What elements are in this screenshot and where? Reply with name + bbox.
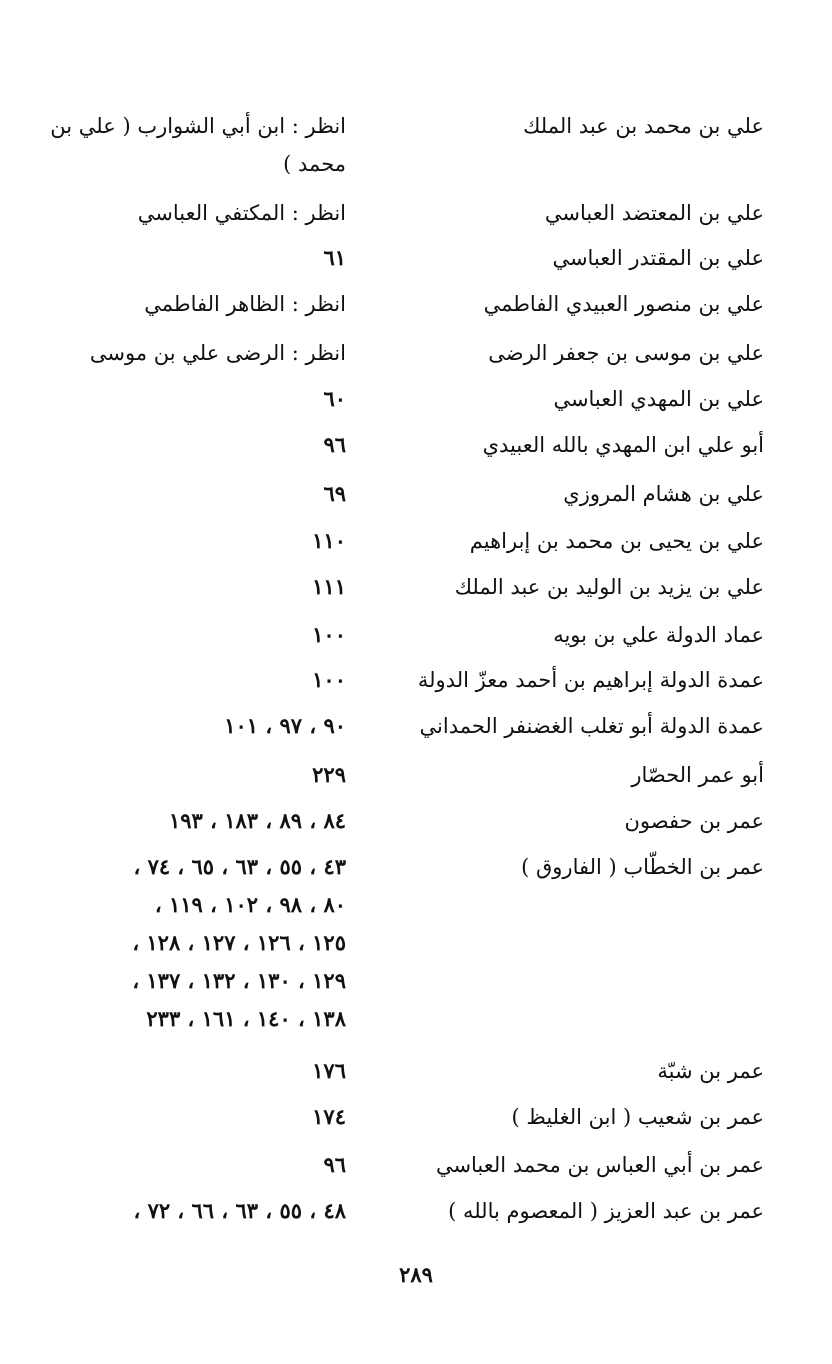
entry-references: [56, 475, 346, 513]
reference-line: ١٧٤: [312, 1104, 346, 1129]
entry-name: عمدة الدولة أبو تغلب الغضنفر الحمداني: [419, 714, 764, 738]
entry-name: عماد الدولة علي بن بويه: [553, 623, 764, 647]
reference-line: ٨٤ ، ٨٩ ، ١٨٣ ، ١٩٣: [168, 808, 346, 833]
entry-name: عمدة الدولة إبراهيم بن أحمد معزّ الدولة: [417, 668, 764, 692]
entry-references: [56, 285, 346, 323]
entry-references: [56, 1052, 346, 1090]
entry-references: [56, 1192, 346, 1230]
reference-line: ١٢٥ ، ١٢٦ ، ١٢٧ ، ١٢٨ ،: [132, 930, 346, 955]
reference-line: ٤٨ ، ٥٥ ، ٦٣ ، ٦٦ ، ٧٢ ،: [133, 1198, 346, 1223]
entry-name: أبو علي ابن المهدي بالله العبيدي: [482, 433, 764, 457]
entry-references: [56, 1146, 346, 1184]
entry-name: علي بن يزيد بن الوليد بن عبد الملك: [454, 575, 764, 599]
reference-line: ١٠٠: [312, 667, 346, 692]
entry-name: عمر بن شعيب ( ابن الغليظ ): [511, 1105, 764, 1129]
entry-name: عمر بن الخطّاب ( الفاروق ): [521, 855, 764, 879]
entry-name: عمر بن عبد العزيز ( المعصوم بالله ): [448, 1199, 764, 1223]
entry-references: [56, 661, 346, 699]
reference-line: ١٧٦: [312, 1058, 346, 1083]
entry-name: عمر بن حفصون: [624, 809, 764, 833]
reference-line: ٨٠ ، ٩٨ ، ١٠٢ ، ١١٩ ،: [154, 892, 346, 917]
reference-line: ١٣٨ ، ١٤٠ ، ١٦١ ، ٢٣٣: [146, 1006, 346, 1031]
entry-references: [56, 1098, 346, 1136]
entry-references: [56, 802, 346, 840]
entry-references: [56, 616, 346, 654]
entry-references: [56, 239, 346, 277]
reference-line: انظر : الرضى علي بن موسى: [89, 341, 346, 365]
entry-references: [56, 380, 346, 418]
reference-line: انظر : الظاهر الفاطمي: [144, 292, 346, 316]
reference-line: ٩٦: [323, 1152, 346, 1177]
reference-line: انظر : ابن أبي الشوارب ( علي بن: [50, 114, 346, 138]
entry-references: [56, 194, 346, 232]
entry-references: [56, 522, 346, 560]
reference-line: ١١١: [312, 574, 346, 599]
entry-references: [56, 707, 346, 745]
reference-line: ١١٠: [312, 528, 346, 553]
entry-name: عمر بن شبّة: [657, 1059, 764, 1083]
reference-line: ٦٠: [323, 386, 346, 411]
entry-name: علي بن هشام المروزي: [563, 482, 764, 506]
entry-references: [56, 568, 346, 606]
entry-name: علي بن موسى بن جعفر الرضى: [488, 341, 764, 365]
reference-line: محمد ): [283, 152, 346, 176]
entry-name: علي بن المهدي العباسي: [553, 387, 764, 411]
reference-line: ٩٠ ، ٩٧ ، ١٠١: [224, 713, 346, 738]
entry-references: [56, 756, 346, 794]
entry-name: أبو عمر الحصّار: [631, 763, 764, 787]
reference-line: ٢٢٩: [312, 762, 346, 787]
reference-line: ٦٩: [323, 481, 346, 506]
reference-line: انظر : المكتفي العباسي: [137, 201, 346, 225]
entry-name: علي بن المقتدر العباسي: [552, 246, 764, 270]
reference-line: ٦١: [323, 245, 346, 270]
entry-references: [56, 848, 346, 1038]
entry-name: علي بن محمد بن عبد الملك: [523, 114, 764, 138]
entry-name: علي بن يحيى بن محمد بن إبراهيم: [469, 529, 764, 553]
entry-name: علي بن منصور العبيدي الفاطمي: [483, 292, 764, 316]
reference-line: ١٠٠: [312, 622, 346, 647]
entry-references: [56, 426, 346, 464]
reference-line: ٩٦: [323, 432, 346, 457]
reference-line: ٤٣ ، ٥٥ ، ٦٣ ، ٦٥ ، ٧٤ ،: [133, 854, 346, 879]
entry-name: عمر بن أبي العباس بن محمد العباسي: [435, 1153, 764, 1177]
entry-references: [56, 334, 346, 372]
entry-name: علي بن المعتضد العباسي: [544, 201, 764, 225]
reference-line: ١٢٩ ، ١٣٠ ، ١٣٢ ، ١٣٧ ،: [132, 968, 346, 993]
entry-references: [50, 107, 346, 183]
page-number: ٢٨٩: [399, 1262, 433, 1287]
